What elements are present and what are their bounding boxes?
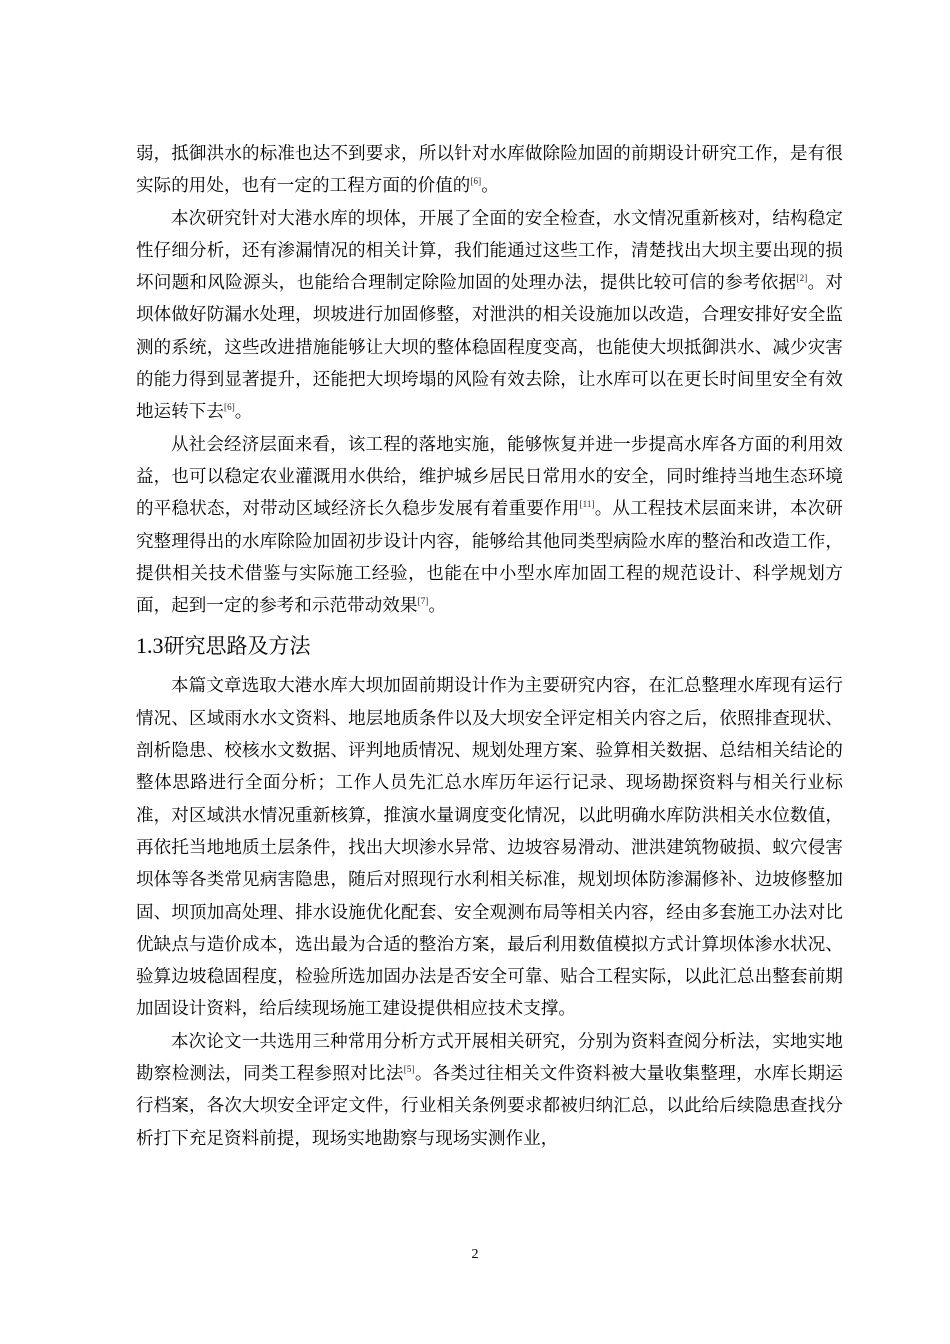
paragraph-1 [136, 138, 843, 203]
document-body [136, 138, 843, 1155]
page-number: 2 [471, 1247, 479, 1262]
paragraph-text: 从社会经济层面来看，该工程的落地实施，能够恢复并进一步提高水库各方面的利用效益，也可以稳定农业灌溉用水供给，维护城乡居民日常用水的安全，同时维持当地生态环境的平稳状态，对带动区域经济长久稳步发展有着重要作用 [136, 434, 843, 520]
paragraph-text: 。 [234, 402, 253, 423]
paragraph-5 [136, 1026, 843, 1155]
citation-ref: [5] [403, 1064, 415, 1075]
paragraph-text: 弱，抵御洪水的标准也达不到要求，所以针对水库做除险加固的前期设计研究工作，是有很实际的用处，也有一定的工程方面的价值的 [136, 144, 843, 197]
paragraph-4 [136, 670, 843, 1025]
paragraph-text: 。 [428, 596, 447, 617]
paragraph-3 [136, 429, 843, 623]
citation-ref: [2] [796, 273, 808, 284]
paragraph-text: 。对坝体做好防漏水处理，坝坡进行加固修整，对泄洪的相关设施加以改造，合理安排好安全监测的系统，这些改进措施能够让大坝的整体稳固程度变高，也能使大坝抵御洪水、减少灾害的能力得到显著提升，还能把大坝垮塌的风险有效去除，让水库可以在更长时间里安全有效地运转下去 [136, 273, 843, 423]
paragraph-text: 本次论文一共选用三种常用分析方式开展相关研究，分别为资料查阅分析法，实地实地勘察检测法，同类工程参照对比法 [136, 1031, 843, 1085]
paragraph-text: 本次研究针对大港水库的坝体，开展了全面的安全检查，水文情况重新核对，结构稳定性仔细分析，还有渗漏情况的相关计算，我们能通过这些工作，清楚找出大坝主要出现的损坏问题和风险源头，也能给合理制定除险加固的处理办法，提供比较可信的参考依据 [136, 208, 843, 294]
section-heading [136, 628, 843, 664]
paragraph-text: 。 [414, 1064, 433, 1085]
paragraph-text: 。从工程技术层面来讲，本次研究整理得出的水库除险加固初步设计内容，能够给其他同类型病险水库的整治和改造工作，提供相关技术借鉴与实际施工经验，也能在中小型水库加固工程的规范设计、科学规划方面，起到一定的参考和示范带动效果 [136, 499, 843, 617]
paragraph-text: 。 [481, 176, 499, 197]
paragraph-text: 各类过往相关文件资料被大量收集整理，水库长期运行档案，各次大坝安全评定文件，行业相关条例要求都被归纳汇总，以此给后续隐患查找分析打下充足资料前提，现场实地勘察与现场实测作业， [136, 1064, 843, 1149]
section-title: 研究思路及方法 [163, 634, 311, 659]
paragraph-2 [136, 203, 843, 429]
citation-ref: [11] [579, 499, 595, 510]
citation-ref: [6] [224, 402, 235, 413]
paragraph-text: 本篇文章选取大港水库大坝加固前期设计作为主要研究内容，在汇总整理水库现有运行情况、区域雨水水文资料、地层地质条件以及大坝安全评定相关内容之后，依照排查现状、剖析隐患、校核水文数据、评判地质情况、规划处理方案、验算相关数据、总结相关结论的整体思路进行全面分析；工作人员先汇总水库历年运行记录、现场勘探资料与相关行业标准，对区域洪水情况重新核算，推演水量调度变化情况，以此明确水库防洪相关水位数值，再依托当地地质土层条件，找出大坝渗水异常、边坡容易滑动、泄洪建筑物破损、蚁穴侵害坝体等各类常见病害隐患，随后对照现行水利相关标准，规划坝体防渗漏修补、边坡修整加固、坝顶加高处理、排水设施优化配套、安全观测布局等相关内容，经由多套施工办法对比优缺点与造价成本，选出最为合适的整治方案，最后利用数值模拟方式计算坝体渗水状况、验算边坡稳固程度，检验所选加固办法是否安全可靠、贴合工程实际，以此汇总出整套前期加固设计资料，给后续现场施工建设提供相应技术支撑。 [136, 676, 843, 1020]
section-number: 1.3 [136, 633, 164, 659]
citation-ref: [6] [470, 176, 482, 187]
citation-ref: [7] [417, 596, 429, 607]
